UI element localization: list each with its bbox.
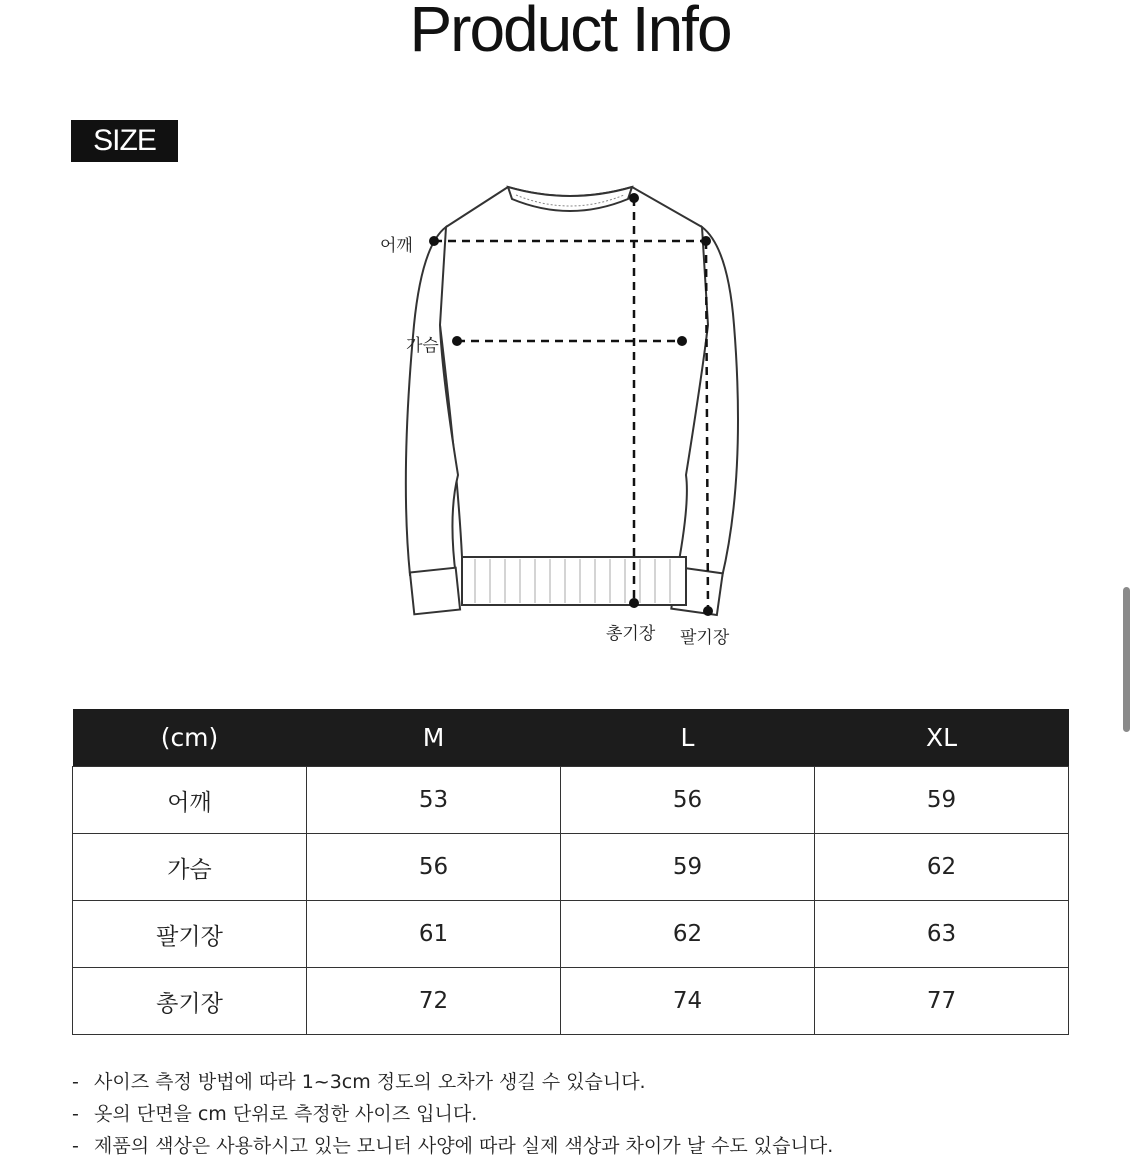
note-text: 옷의 단면을 cm 단위로 측정한 사이즈 입니다. <box>94 1103 478 1125</box>
size-table <box>72 709 1069 1035</box>
note-text: 사이즈 측정 방법에 따라 1~3cm 정도의 오차가 생길 수 있습니다. <box>94 1071 646 1093</box>
notes-list <box>72 1066 1072 1162</box>
row-label: 어깨 <box>73 767 307 834</box>
sweatshirt-diagram <box>330 175 810 655</box>
table-header-row <box>73 709 1069 767</box>
sleeve-length-label: 팔기장 <box>680 628 730 648</box>
table-row <box>73 968 1069 1035</box>
table-cell: 63 <box>815 901 1069 968</box>
hem-band <box>462 557 686 605</box>
row-label: 팔기장 <box>73 901 307 968</box>
total-length-label: 총기장 <box>606 624 656 644</box>
sweatshirt-body-outline <box>438 187 710 557</box>
shoulder-label: 어깨 <box>380 236 413 256</box>
table-cell: 62 <box>815 834 1069 901</box>
table-cell: 59 <box>561 834 815 901</box>
note-item: - 제품의 색상은 사용하시고 있는 모니터 사양에 따라 실제 색상과 차이가 날 수도 있습니다. <box>72 1135 834 1157</box>
chest-label: 가슴 <box>406 336 439 356</box>
table-cell: 77 <box>815 968 1069 1035</box>
table-cell: 53 <box>307 767 561 834</box>
header-unit: (cm) <box>73 709 307 767</box>
row-label: 총기장 <box>73 968 307 1035</box>
table-row <box>73 767 1069 834</box>
header-size-l: L <box>561 709 815 767</box>
header-size-m: M <box>307 709 561 767</box>
page-title: Product Info <box>409 0 731 65</box>
table-cell: 62 <box>561 901 815 968</box>
table-cell: 61 <box>307 901 561 968</box>
table-cell: 74 <box>561 968 815 1035</box>
note-item: - 옷의 단면을 cm 단위로 측정한 사이즈 입니다. <box>72 1103 478 1125</box>
table-cell: 56 <box>307 834 561 901</box>
row-label: 가슴 <box>73 834 307 901</box>
note-text: 제품의 색상은 사용하시고 있는 모니터 사양에 따라 실제 색상과 차이가 날 수도 있습니다. <box>94 1135 834 1157</box>
table-row <box>73 901 1069 968</box>
table-cell: 72 <box>307 968 561 1035</box>
header-size-xl: XL <box>815 709 1069 767</box>
size-badge: SIZE <box>71 120 178 162</box>
scrollbar[interactable] <box>1123 587 1130 732</box>
table-row <box>73 834 1069 901</box>
note-item: - 사이즈 측정 방법에 따라 1~3cm 정도의 오차가 생길 수 있습니다. <box>72 1071 646 1093</box>
table-cell: 56 <box>561 767 815 834</box>
table-cell: 59 <box>815 767 1069 834</box>
